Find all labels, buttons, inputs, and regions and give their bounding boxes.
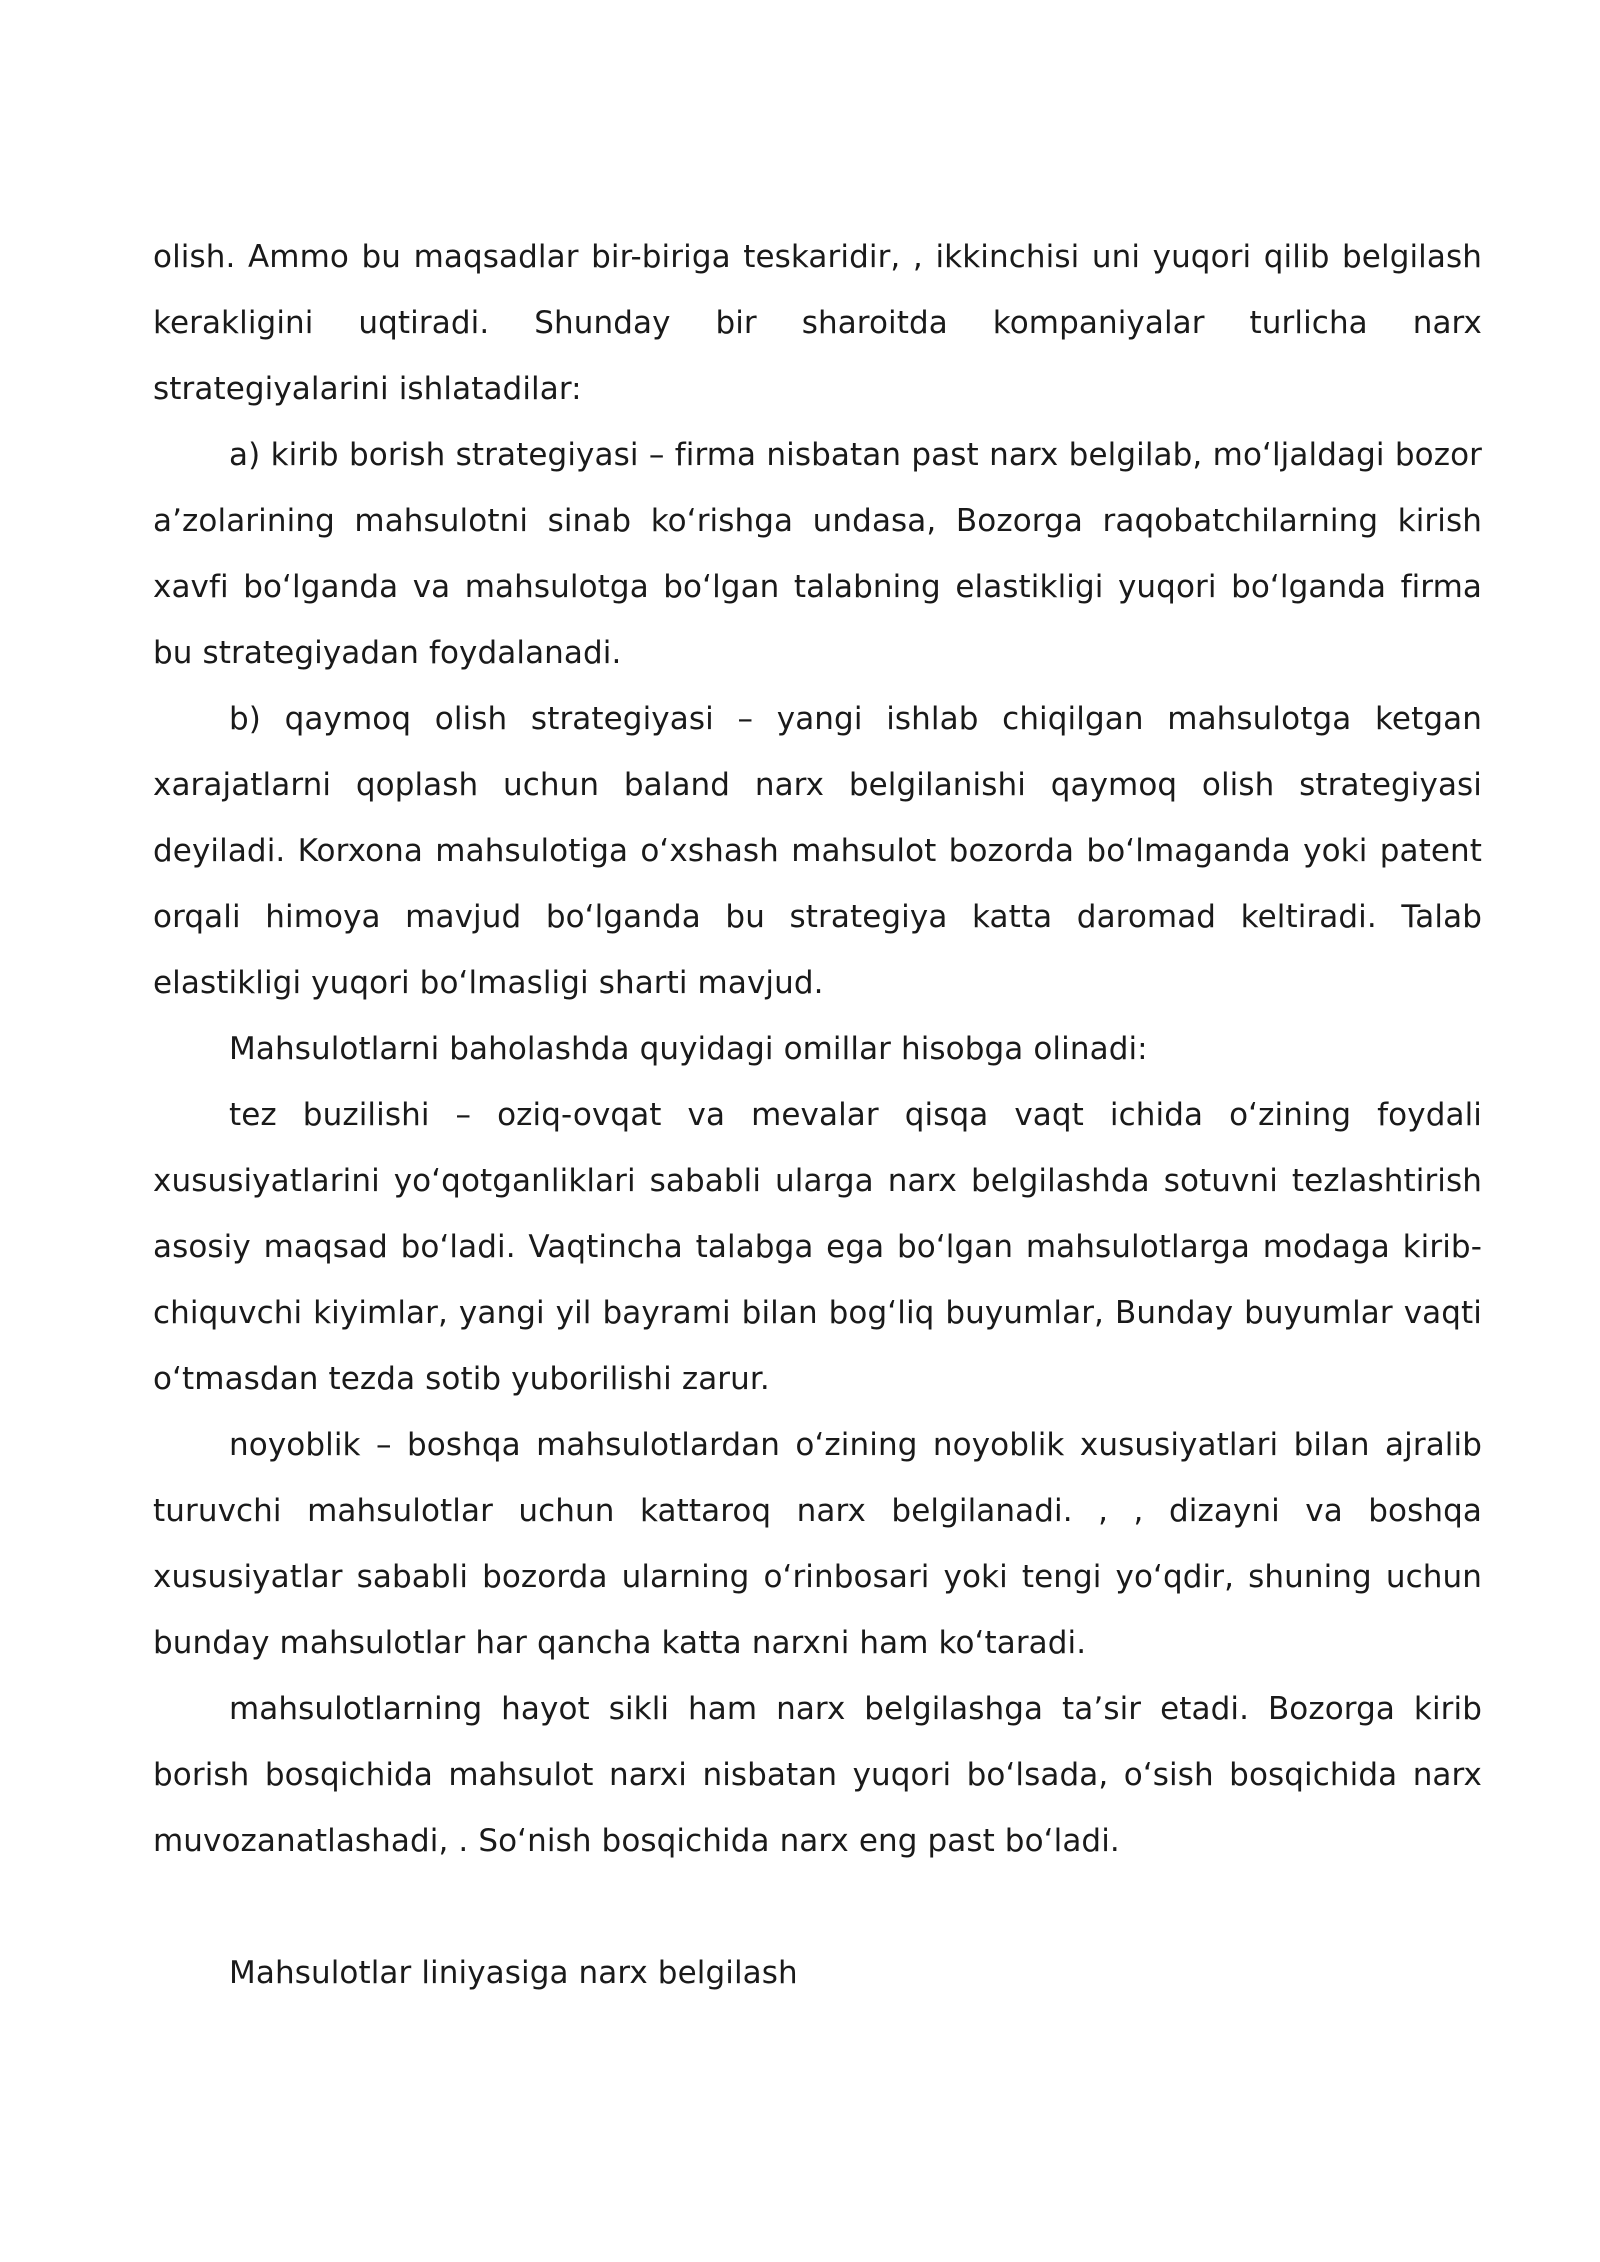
section-heading: Mahsulotlar liniyasiga narx belgilash (229, 1955, 798, 1991)
paragraph-uniqueness: noyoblik – boshqa mahsulotlardan o‘zining noyoblik xususiyatlari bilan ajralib turuvchi mahsulotlar uchun kattaroq narx belgilanadi. , , dizayni va boshqa xususiyatlar sababli bozorda ularning o‘rinbosari yoki tengi yo‘qdir, shuning uchun bunday mahsulotlar har qancha katta narxni ham ko‘taradi. (153, 1427, 1482, 1661)
paragraph-perishability: tez buzilishi – oziq-ovqat va mevalar qisqa vaqt ichida o‘zining foydali xususiyatlarini yo‘qotganliklari sababli ularga narx belgilashda sotuvni tezlashtirish asosiy maqsad bo‘ladi. Vaqtincha talabga ega bo‘lgan mahsulotlarga modaga kirib-chiquvchi kiyimlar, yangi yil bayrami bilan bog‘liq buyumlar, Bunday buyumlar vaqti o‘tmasdan tezda sotib yuborilishi zarur. (153, 1097, 1482, 1397)
paragraph-penetration-strategy: a) kirib borish strategiyasi – firma nisbatan past narx belgilab, mo‘ljaldagi bozor a’zolarining mahsulotni sinab ko‘rishga undasa, Bozorga raqobatchilarning kirish xavfi bo‘lganda va mahsulotga bo‘lgan talabning elastikligi yuqori bo‘lganda firma bu strategiyadan foydalanadi. (153, 437, 1482, 671)
paragraph-factors-intro: Mahsulotlarni baholashda quyidagi omillar hisobga olinadi: (229, 1031, 1148, 1067)
paragraph-continuation: olish. Ammo bu maqsadlar bir-biriga teskaridir, , ikkinchisi uni yuqori qilib belgilash kerakligini uqtiradi. Shunday bir sharoitda kompaniyalar turlicha narx strategiyalarini ishlatadilar: (153, 239, 1482, 407)
paragraph-skimming-strategy: b) qaymoq olish strategiyasi – yangi ishlab chiqilgan mahsulotga ketgan xarajatlarni qoplash uchun baland narx belgilanishi qaymoq olish strategiyasi deyiladi. Korxona mahsulotiga o‘xshash mahsulot bozorda bo‘lmaganda yoki patent orqali himoya mavjud bo‘lganda bu strategiya katta daromad keltiradi. Talab elastikligi yuqori bo‘lmasligi sharti mavjud. (153, 701, 1482, 1001)
blank-line (153, 1874, 1482, 1940)
paragraph-life-cycle: mahsulotlarning hayot sikli ham narx belgilashga ta’sir etadi. Bozorga kirib borish bosqichida mahsulot narxi nisbatan yuqori bo‘lsada, o‘sish bosqichida narx muvozanatlashadi, . So‘nish bosqichida narx eng past bo‘ladi. (153, 1691, 1482, 1859)
